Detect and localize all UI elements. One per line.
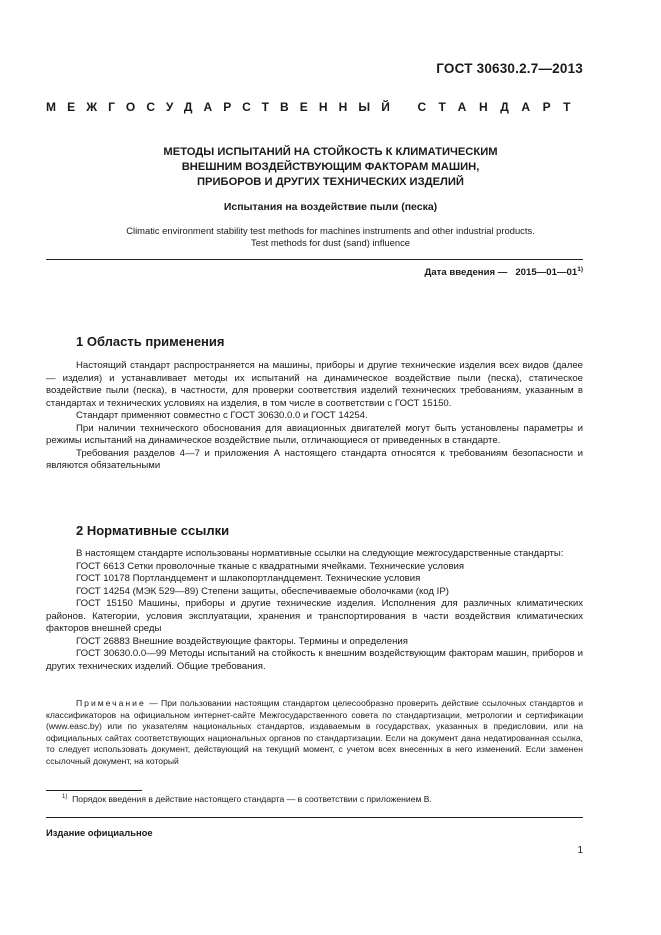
footnote-text: Порядок введения в действие настоящего стандарта — в соответствии с приложением В. [72,794,432,804]
reference-item: ГОСТ 26883 Внешние воздействующие факторы. Термины и определения [76,635,408,647]
section-heading: 2 Нормативные ссылки [76,523,230,538]
banner-word: МЕЖГОСУДАРСТВЕННЫЙ [46,100,401,114]
paragraph: В настоящем стандарте использованы нормативные ссылки на следующие межгосударственные стандарты: [76,548,564,559]
edition-label: Издание официальное [46,827,153,838]
standard-code: ГОСТ 30630.2.7—2013 [436,61,583,76]
title-line: ВНЕШНИМ ВОЗДЕЙСТВУЮЩИМ ФАКТОРАМ МАШИН, [181,161,480,173]
reference-item: ГОСТ 15150 Машины, приборы и другие технические изделия. Исполнения для различных климатических районов. Категории, условия эксплуатации, хранения и транспортирования в части воздействия климатических факторов внешней среды [46,598,583,634]
footnote-mark: 1) [62,794,68,801]
banner-word: СТАНДАРТ [417,100,583,114]
note-label: Примечание [76,698,146,708]
standard-type-banner [46,100,583,114]
section-body [46,360,583,473]
introduction-date [424,266,583,278]
reference-item: ГОСТ 6613 Сетки проволочные тканые с квадратными ячейками. Технические условия [76,560,465,572]
section-heading: 1 Область применения [76,334,225,349]
header-rule [46,259,583,260]
paragraph: Настоящий стандарт распространяется на машины, приборы и другие технические изделия всех видов (далее — изделия) и устанавливает методы их испытаний на динамическое воздействие пыли (песка), статическое воздействие пыли (песка), в частности, для проверки соответствия изделий технических требованиям, указанным в стандартах и технических условиях на изделия, в том числе в соответствии с ГОСТ 15150. [46,360,583,409]
footnote [62,794,432,804]
introduction-date-value: 2015—01—01 [515,267,578,279]
paragraph: При наличии технического обоснования для авиационных двигателей могут быть установлены параметры и режимы испытаний на динамическое воздействие пыли, отличающиеся от приведенных в стандарте. [46,422,583,446]
reference-item: ГОСТ 30630.0.0—99 Методы испытаний на стойкость к внешним воздействующим факторам машин, приборов и других технических изделий. Общие требования. [46,648,583,672]
reference-item: ГОСТ 14254 (МЭК 529—89) Степени защиты, обеспечиваемые оболочками (код IP) [76,585,449,597]
reference-item: ГОСТ 10178 Портландцемент и шлакопортландцемент. Технические условия [76,573,421,584]
page-number: 1 [577,845,583,856]
section-body [46,548,583,673]
title-line: МЕТОДЫ ИСПЫТАНИЙ НА СТОЙКОСТЬ К КЛИМАТИЧЕСКИМ [163,146,498,158]
english-title-line: Test methods for dust (sand) influence [251,237,410,248]
english-title [78,225,583,249]
footer-rule [46,817,583,818]
note-text: — При пользовании настоящим стандартом целесообразно проверить действие ссылочных стандартов и классификаторов на официальном интернет-сайте Межгосударственного совета по стандартизации, метрологии и сертификации (www.easc.by) или по указателям национальных стандартов, издаваемым в государствах, указанных в предисловии, или на официальных сайтах соответствующих национальных органов по стандартизации. Если на документ дана недатированная ссылка, то следует использовать документ, действующий на текущий момент, с учетом всех внесенных в него изменений. Если заменен ссылочный документ, на который [46,698,583,766]
english-title-line: Climatic environment stability test methods for machines instruments and other industrial products. [126,225,535,236]
title-line: ПРИБОРОВ И ДРУГИХ ТЕХНИЧЕСКИХ ИЗДЕЛИЙ [197,176,464,188]
note-paragraph [46,698,583,767]
footnote-mark: 1) [577,266,583,273]
footnote-rule [46,790,142,791]
document-title [78,145,583,190]
paragraph: Стандарт применяют совместно с ГОСТ 30630.0.0 и ГОСТ 14254. [76,410,368,421]
document-subtitle: Испытания на воздействие пыли (песка) [223,201,438,213]
introduction-label: Дата введения — [424,267,508,279]
paragraph: Требования разделов 4—7 и приложения А настоящего стандарта относятся к требованиям безопасности и являются обязательными [46,447,583,471]
